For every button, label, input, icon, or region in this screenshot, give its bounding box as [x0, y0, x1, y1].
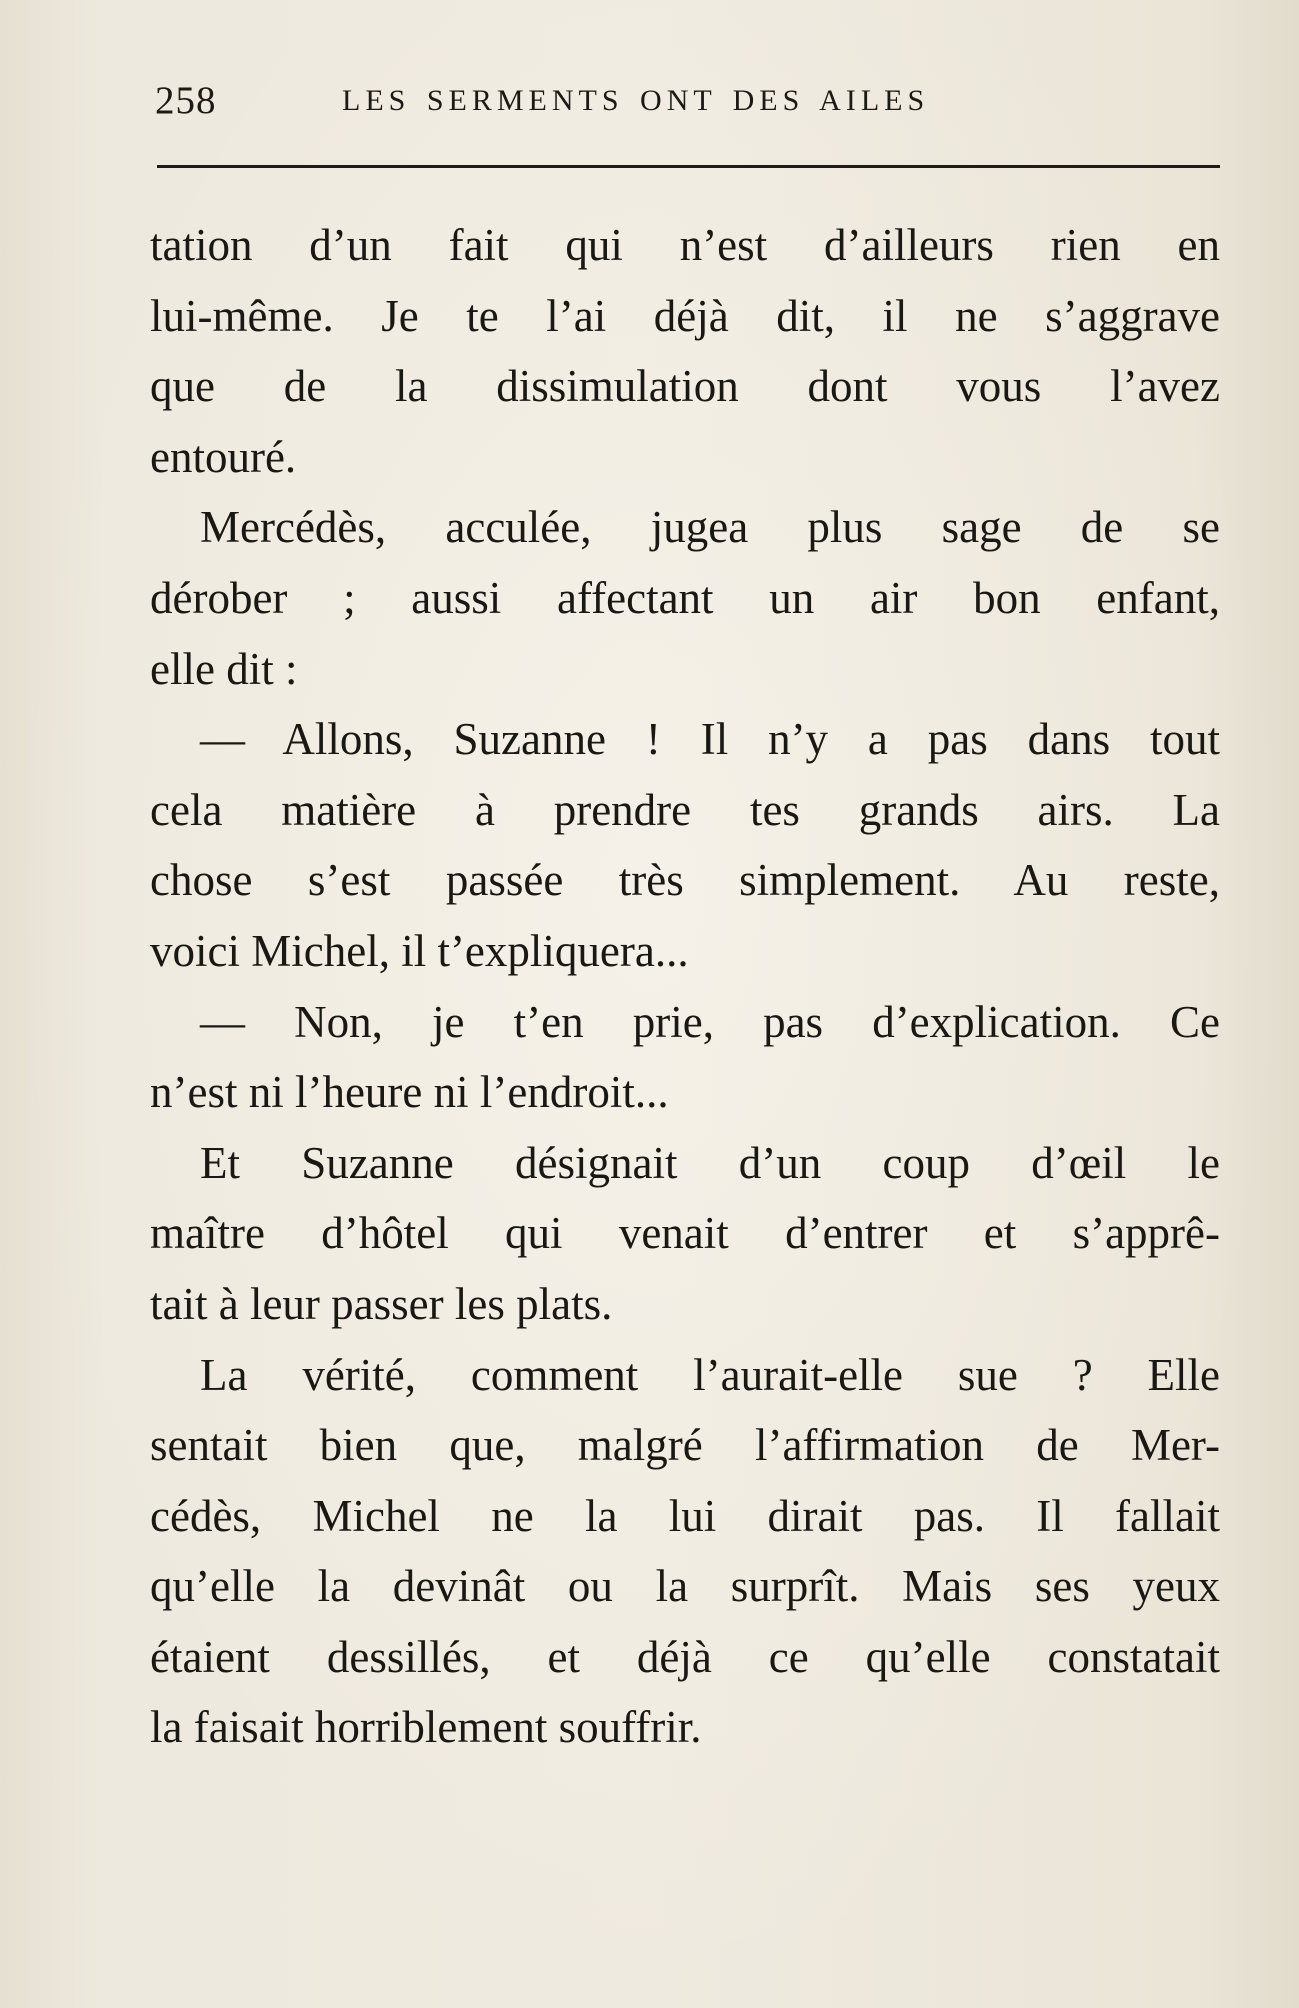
text-line: que de la dissimulation dont vous l’avez: [150, 361, 1220, 412]
text-line: cela matière à prendre tes grands airs. La: [150, 784, 1220, 835]
text-line: chose s’est passée très simplement. Au reste,: [150, 855, 1220, 906]
text-line: n’est ni l’heure ni l’endroit...: [150, 1067, 669, 1118]
text-line: étaient dessillés, et déjà ce qu’elle constatait: [150, 1631, 1220, 1682]
header-rule: [157, 165, 1220, 168]
body-text: [150, 210, 1220, 1763]
text-line: Et Suzanne désignait d’un coup d’œil le: [200, 1137, 1220, 1188]
text-line: Mercédès, acculée, jugea plus sage de se: [200, 502, 1220, 553]
text-line: entouré.: [150, 431, 297, 482]
text-line: la faisait horriblement souffrir.: [150, 1702, 702, 1753]
text-line: dérober ; aussi affectant un air bon enfant,: [150, 572, 1220, 623]
text-line: voici Michel, il t’expliquera...: [150, 925, 689, 976]
text-line: sentait bien que, malgré l’affirmation de Mer-: [150, 1420, 1220, 1471]
running-title: LES SERMENTS ONT DES AILES: [342, 84, 930, 117]
text-line: — Allons, Suzanne ! Il n’y a pas dans tout: [200, 714, 1220, 765]
text-line: qu’elle la devinât ou la surprît. Mais ses yeux: [150, 1561, 1220, 1612]
text-line: elle dit :: [150, 643, 298, 694]
text-line: tait à leur passer les plats.: [150, 1278, 613, 1329]
page-number: 258: [155, 79, 217, 122]
text-line: cédès, Michel ne la lui dirait pas. Il fallait: [150, 1490, 1220, 1541]
text-line: lui-même. Je te l’ai déjà dit, il ne s’aggrave: [150, 290, 1220, 341]
text-line: La vérité, comment l’aurait-elle sue ? Elle: [200, 1349, 1220, 1400]
text-line: tation d’un fait qui n’est d’ailleurs rien en: [150, 220, 1220, 270]
text-line: maître d’hôtel qui venait d’entrer et s’apprê-: [150, 1208, 1220, 1259]
running-head: [155, 78, 1220, 128]
text-line: — Non, je t’en prie, pas d’explication. Ce: [200, 996, 1220, 1047]
